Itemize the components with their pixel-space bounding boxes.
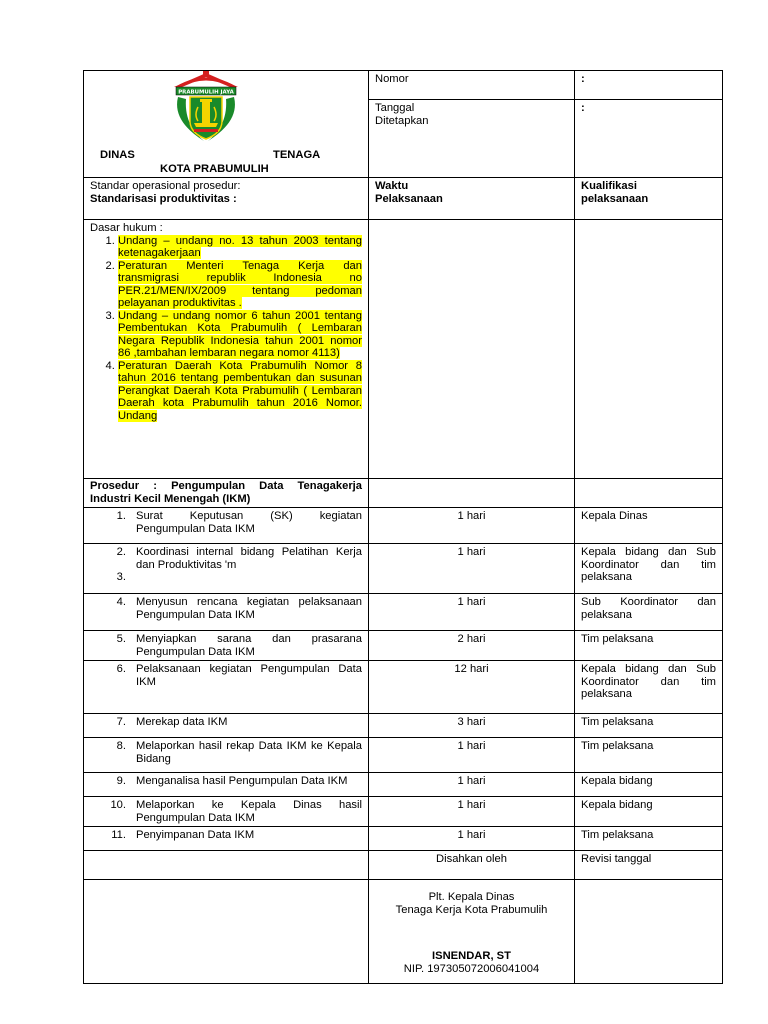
step-text: Merekap data IKM <box>136 716 228 728</box>
legal-waktu-cell <box>369 220 575 479</box>
step-number: 8. <box>116 740 126 752</box>
nomor-label: Nomor <box>375 73 409 85</box>
step-number: 7. <box>116 716 126 728</box>
step-text: Menganalisa hasil Pengumpulan Data IKM <box>136 775 348 787</box>
nomor-value-cell <box>575 71 723 100</box>
revisi-label: Revisi tanggal <box>575 851 723 880</box>
signature-cell <box>369 880 575 984</box>
city-name: KOTA PRABUMULIH <box>160 163 269 175</box>
step-cell <box>84 773 369 797</box>
agency-name-right: TENAGA <box>273 149 321 161</box>
procedure-title: Prosedur : Pengumpulan Data Tenagakerja Industri Kecil Menengah (IKM) <box>90 480 362 505</box>
legal-kualifikasi-cell <box>575 220 723 479</box>
step-qualification: Tim pelaksana <box>575 631 723 661</box>
table-row <box>84 508 723 544</box>
agency-name-left: DINAS <box>100 149 135 161</box>
step-cell <box>84 594 369 631</box>
signer-title-2: Tenaga Kerja Kota Prabumulih <box>395 903 548 916</box>
table-row <box>84 594 723 631</box>
step-text: Koordinasi internal bidang Pelatihan Kerja dan Produktivitas 'm <box>136 546 362 571</box>
header-identity-cell <box>84 71 369 178</box>
nomor-value: : <box>581 73 585 85</box>
sop-label: Standar operasional prosedur: <box>90 180 241 192</box>
table-row <box>84 661 723 714</box>
signer-nip: NIP. 197305072006041004 <box>403 962 540 975</box>
procedure-title-cell <box>84 479 369 508</box>
step-time: 1 hari <box>369 773 575 797</box>
table-row <box>84 631 723 661</box>
svg-text:PRABUMULIH JAYA: PRABUMULIH JAYA <box>178 89 234 96</box>
step-number: 10. <box>110 799 126 811</box>
step-qualification: Sub Koordinator dan pelaksana <box>575 594 723 631</box>
kualifikasi-header-line1: Kualifikasi <box>581 180 637 192</box>
step-qualification: Tim pelaksana <box>575 714 723 738</box>
step-time: 1 hari <box>369 738 575 773</box>
prabumulih-emblem-icon <box>170 71 242 145</box>
step-qualification: Tim pelaksana <box>575 827 723 851</box>
step-time: 1 hari <box>369 594 575 631</box>
waktu-header-line2: Pelaksanaan <box>375 192 443 205</box>
legal-basis-list <box>90 235 362 423</box>
signature-blank-right-cell <box>575 880 723 984</box>
sop-title: Standarisasi produktivitas : <box>90 192 237 205</box>
step-cell <box>84 544 369 594</box>
table-row <box>84 714 723 738</box>
tanggal-value: : <box>581 102 585 115</box>
signer-name: ISNENDAR, ST <box>432 950 511 962</box>
tanggal-value-cell <box>575 100 723 178</box>
step-number: 5. <box>116 633 126 645</box>
step-cell <box>84 797 369 827</box>
sop-title-cell <box>84 178 369 220</box>
step-number: 11. <box>111 829 126 841</box>
step-time: 1 hari <box>369 544 575 594</box>
step-number: 9. <box>116 775 126 787</box>
nomor-label-cell <box>369 71 575 100</box>
step-time: 1 hari <box>369 797 575 827</box>
table-row <box>84 773 723 797</box>
step-text: Penyimpanan Data IKM <box>136 829 255 841</box>
waktu-header-cell <box>369 178 575 220</box>
table-row <box>84 797 723 827</box>
step-number: 4. <box>116 596 126 608</box>
step-time: 3 hari <box>369 714 575 738</box>
step-qualification: Kepala bidang <box>575 797 723 827</box>
sop-table <box>83 70 723 984</box>
ditetapkan-label: Ditetapkan <box>375 114 429 127</box>
legal-item: 4. Peraturan Daerah Kota Prabumulih Nomor 8 tahun 2016 tentang pembentukan dan susunan Perangkat Daerah Kota Prabumulih ( Lembaran Daerah kota Prabumulih tahun 2016 Nomor. Undang <box>118 360 362 423</box>
step-cell <box>84 738 369 773</box>
legal-item: 2. Peraturan Menteri Tenaga Kerja dan transmigrasi republik Indonesia no PER.21/MEN/IX/2009 tentang pedoman pelayanan produktivitas . <box>118 260 362 310</box>
step-time: 12 hari <box>369 661 575 714</box>
approval-blank-cell <box>84 851 369 880</box>
step-qualification: Kepala bidang dan Sub Koordinator dan tim pelaksana <box>575 661 723 714</box>
step-cell <box>84 631 369 661</box>
legal-basis-title: Dasar hukum : <box>90 222 163 234</box>
step-time: 1 hari <box>369 827 575 851</box>
legal-item: 3. Undang – undang nomor 6 tahun 2001 tentang Pembentukan Kota Prabumulih ( Lembaran Negara Republik Indonesia tahun 2001 nomor 86 ,tambahan lembaran negara nomor 4113) <box>118 310 362 360</box>
signature-blank-cell <box>84 880 369 984</box>
step-qualification: Kepala bidang <box>575 773 723 797</box>
signer-title-1: Plt. Kepala Dinas <box>428 891 515 903</box>
table-row <box>84 738 723 773</box>
step-text: Menyusun rencana kegiatan pelaksanaan Pengumpulan Data IKM <box>136 596 362 621</box>
step-cell <box>84 827 369 851</box>
tanggal-label-cell <box>369 100 575 178</box>
step-time: 2 hari <box>369 631 575 661</box>
step-text: Pelaksanaan kegiatan Pengumpulan Data IKM <box>136 663 362 688</box>
step-text: Menyiapkan sarana dan prasarana Pengumpulan Data IKM <box>136 633 362 658</box>
procedure-waktu-cell <box>369 479 575 508</box>
step-qualification: Tim pelaksana <box>575 738 723 773</box>
step-cell <box>84 661 369 714</box>
step-number: 2. <box>116 546 126 558</box>
kualifikasi-header-line2: pelaksanaan <box>581 192 649 205</box>
agency-name-line <box>84 149 368 163</box>
step-number: 3. <box>116 571 126 583</box>
kualifikasi-header-cell <box>575 178 723 220</box>
step-time: 1 hari <box>369 508 575 544</box>
waktu-header-line1: Waktu <box>375 180 409 192</box>
legal-basis-cell <box>84 220 369 479</box>
step-qualification: Kepala Dinas <box>575 508 723 544</box>
step-number: 6. <box>116 663 126 675</box>
step-cell <box>84 508 369 544</box>
step-text: Surat Keputusan (SK) kegiatan Pengumpulan Data IKM <box>136 510 362 535</box>
step-cell <box>84 714 369 738</box>
step-text: Melaporkan ke Kepala Dinas hasil Pengumpulan Data IKM <box>136 799 362 824</box>
step-text: Melaporkan hasil rekap Data IKM ke Kepala Bidang <box>136 740 362 765</box>
step-qualification: Kepala bidang dan Sub Koordinator dan tim pelaksana <box>575 544 723 594</box>
table-row <box>84 544 723 594</box>
step-number: 1. <box>116 510 126 522</box>
table-row <box>84 827 723 851</box>
tanggal-label: Tanggal <box>375 102 415 115</box>
legal-item: 1. Undang – undang no. 13 tahun 2003 tentang ketenagakerjaan <box>118 235 362 260</box>
disahkan-label: Disahkan oleh <box>369 851 575 880</box>
procedure-kualifikasi-cell <box>575 479 723 508</box>
